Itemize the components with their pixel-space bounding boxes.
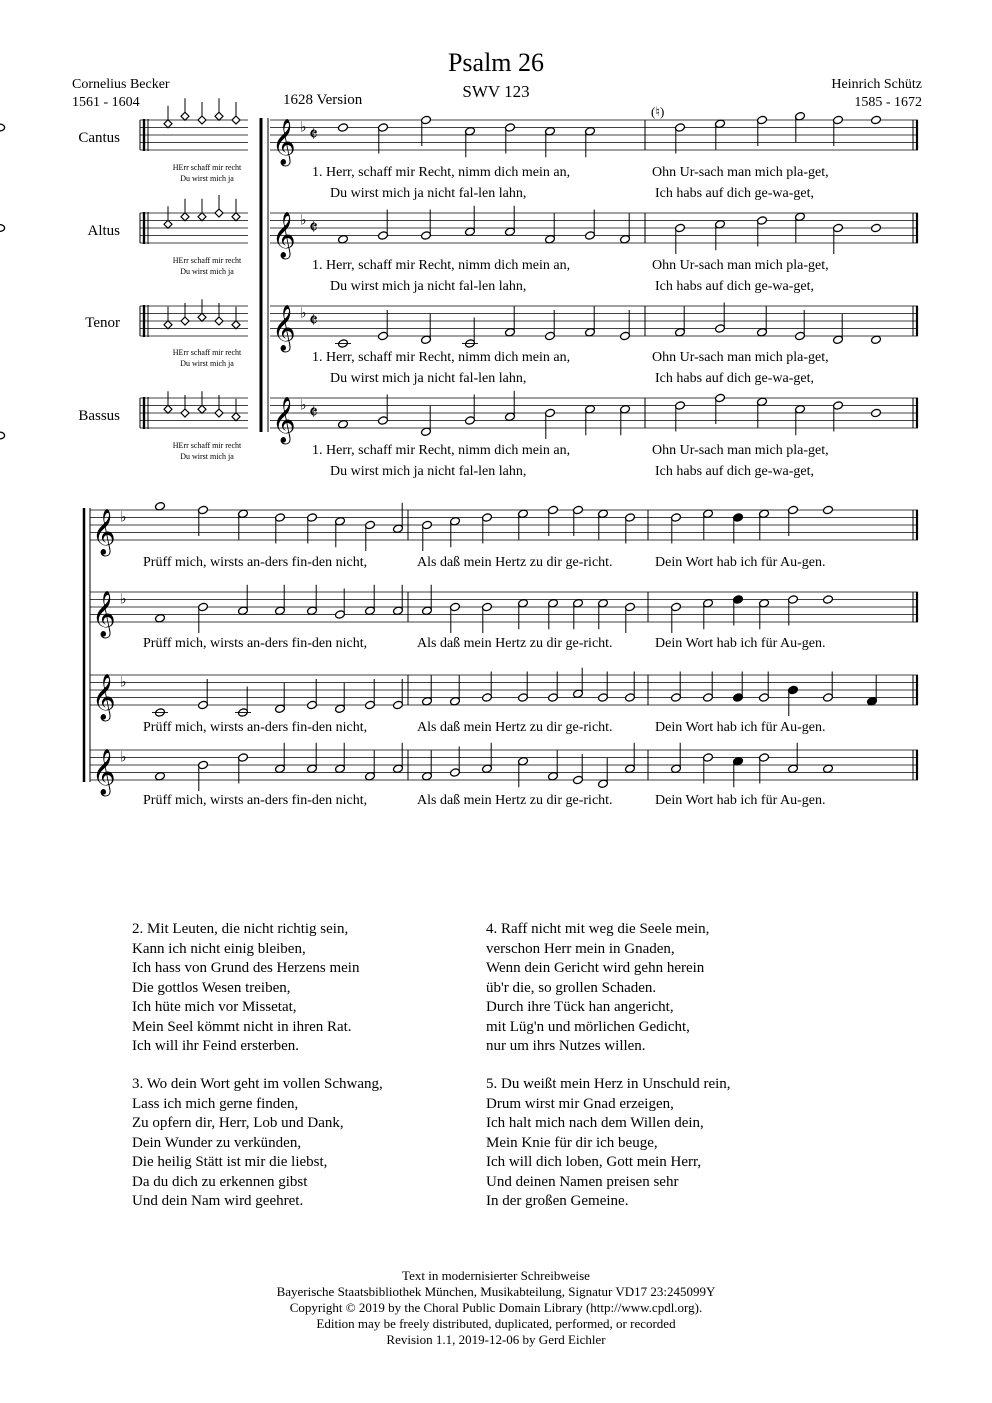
mensural-note-icon [215, 409, 223, 417]
lyric-s1-cantus-line2-m2: Ich habs auf dich ge-wa-get, [655, 186, 814, 201]
treble-clef-icon: 𝄞 [272, 212, 296, 257]
mensural-note-icon [198, 213, 206, 221]
flat-icon: ♭ [120, 510, 127, 526]
voice-name-cantus: Cantus [78, 130, 120, 146]
incipit-lyric-bassus: HErr schaff mir recht Du wirst mich ja [172, 441, 242, 461]
flat-icon: ♭ [120, 592, 127, 608]
poet-name: Cornelius Becker [72, 77, 170, 92]
note [155, 771, 166, 781]
poet-dates: 1561 - 1604 [72, 95, 140, 110]
voice-name-bassus: Bassus [78, 408, 120, 424]
mensural-note-icon [181, 213, 189, 221]
note [338, 123, 349, 133]
piece-title: Psalm 26 [447, 48, 545, 77]
lyric-s1-bassus-line2-m2: Ich habs auf dich ge-wa-get, [655, 464, 814, 479]
note [871, 335, 882, 345]
footer-revision: Revision 1.1, 2019-12-06 by Gerd Eichler [386, 1332, 606, 1347]
stanza-4: 4. Raff nicht mit weg die Seele mein, verschon Herr mein in Gnaden, Wenn dein Gericht wird gehn herein üb'r die, so grollen Schaden. Durch ihre Tück han angericht, mit Lüg'n und mörlichen Gedicht, nur um ihrs Nutzes willen. [486, 921, 710, 1054]
incipit-lyric-cantus: HErr schaff mir recht Du wirst mich ja [172, 163, 242, 183]
footer-text-note: Text in modernisierter Schreibweise [402, 1268, 590, 1283]
voice-name-tenor: Tenor [85, 315, 120, 331]
note [338, 419, 349, 429]
note [823, 595, 834, 605]
footer-copyright: Copyright © 2019 by the Choral Public Domain Library (http://www.cpdl.org). [289, 1300, 703, 1315]
note [155, 613, 166, 623]
flat-icon: ♭ [300, 120, 307, 136]
footer-license: Edition may be freely distributed, duplicated, performed, or recorded [316, 1316, 676, 1331]
mensural-note-icon [164, 405, 172, 413]
composer-dates: 1585 - 1672 [854, 95, 922, 110]
lyric-s1-altus-line1-m2: Ohn Ur-sach man mich pla-get, [652, 258, 829, 273]
lyric-s1-tenor-line1-m2: Ohn Ur-sach man mich pla-get, [652, 350, 829, 365]
flat-icon: ♭ [300, 213, 307, 229]
mensural-note-icon [215, 209, 223, 217]
lyric-s1-bassus-line1-m1: 1. Herr, schaff mir Recht, nimm dich mein an, [312, 443, 571, 458]
note [155, 501, 166, 511]
lyric-s2-cantus-m3: Dein Wort hab ich für Au-gen. [655, 555, 826, 570]
note [871, 223, 882, 233]
cut-time-icon: 𝄵 [309, 124, 318, 146]
flat-icon: ♭ [120, 675, 127, 691]
composer-name: Heinrich Schütz [831, 77, 922, 92]
lyric-s2-cantus-m1: Prüff mich, wirsts an-ders fin-den nicht, [143, 555, 368, 570]
mensural-note-icon [198, 313, 206, 321]
footer-notes [0, 1268, 992, 1348]
lyric-s2-altus-m3: Dein Wort hab ich für Au-gen. [655, 636, 826, 651]
lyric-s2-altus-m2: Als daß mein Hertz zu dir ge-richt. [417, 636, 613, 651]
lyric-s1-altus-line2-m1: Du wirst mich ja nicht fal-len lahn, [330, 279, 527, 294]
lyric-s2-tenor-m2: Als daß mein Hertz zu dir ge-richt. [417, 720, 613, 735]
footer-source: Bayerische Staatsbibliothek München, Musikabteilung, Signatur VD17 23:245099Y [276, 1284, 716, 1299]
cut-time-icon: 𝄵 [309, 217, 318, 239]
flat-icon: ♭ [120, 750, 127, 766]
mensural-note-icon [215, 112, 223, 120]
voice-name-altus: Altus [87, 223, 120, 239]
lyric-s2-cantus-m2: Als daß mein Hertz zu dir ge-richt. [417, 555, 613, 570]
lyric-s2-bassus-m3: Dein Wort hab ich für Au-gen. [655, 793, 826, 808]
treble-clef-icon: 𝄞 [92, 509, 116, 554]
lyric-s2-tenor-m3: Dein Wort hab ich für Au-gen. [655, 720, 826, 735]
treble-clef-icon: 𝄞 [272, 305, 296, 350]
lyric-s1-cantus-line1-m1: 1. Herr, schaff mir Recht, nimm dich mein an, [312, 165, 571, 180]
note [871, 408, 882, 418]
version-label: 1628 Version [283, 92, 363, 108]
stanza-5: 5. Du weißt mein Herz in Unschuld rein, Drum wirst mir Gnad erzeigen, Ich halt mich nach dem Willen dein, Mein Knie für dir ich beuge, Ich will dich loben, Gott mein Herr, Und deinen Namen preisen sehr In der großen Gemeine. [486, 1076, 731, 1209]
catalog-number: SWV 123 [462, 82, 530, 101]
treble-clef-icon: 𝄞 [272, 397, 296, 442]
mensural-note-icon [232, 116, 240, 124]
treble-clef-icon: 𝄞 [92, 749, 116, 794]
mensural-note-icon [232, 413, 240, 421]
incipit-lyric-altus: HErr schaff mir recht Du wirst mich ja [172, 256, 242, 276]
mensural-note-icon [181, 112, 189, 120]
lyric-s1-bassus-line1-m2: Ohn Ur-sach man mich pla-get, [652, 443, 829, 458]
note [0, 225, 5, 232]
lyric-s1-tenor-line2-m2: Ich habs auf dich ge-wa-get, [655, 371, 814, 386]
treble-clef-icon: 𝄞 [272, 119, 296, 164]
mensural-note-icon [181, 409, 189, 417]
lyric-s1-tenor-line2-m1: Du wirst mich ja nicht fal-len lahn, [330, 371, 527, 386]
note [871, 115, 882, 125]
flat-icon: ♭ [300, 306, 307, 322]
stanza-3: 3. Wo dein Wort geht im vollen Schwang, Lass ich mich gerne finden, Zu opfern dir, Herr, Lob und Dank, Dein Wunder zu verkünden, Die heilig Stätt ist mir die liebst, Da du dich zu erkennen gibst Und dein Nam wird geehret. [132, 1076, 383, 1209]
cut-time-icon: 𝄵 [309, 310, 318, 332]
mensural-note-icon [181, 317, 189, 325]
treble-clef-icon: 𝄞 [92, 591, 116, 636]
mensural-note-icon [215, 317, 223, 325]
mensural-note-icon [198, 116, 206, 124]
lyric-s2-altus-m1: Prüff mich, wirsts an-ders fin-den nicht, [143, 636, 368, 651]
mensural-note-icon [198, 405, 206, 413]
mensural-note-icon [164, 321, 172, 329]
lyric-s1-bassus-line2-m1: Du wirst mich ja nicht fal-len lahn, [330, 464, 527, 479]
lyric-s1-cantus-line1-m2: Ohn Ur-sach man mich pla-get, [652, 165, 829, 180]
lyric-s2-tenor-m1: Prüff mich, wirsts an-ders fin-den nicht, [143, 720, 368, 735]
editorial-natural-sign: (♮) [651, 104, 665, 119]
note [823, 505, 834, 515]
mensural-note-icon [232, 321, 240, 329]
lyric-s2-bassus-m2: Als daß mein Hertz zu dir ge-richt. [417, 793, 613, 808]
lyric-s1-altus-line1-m1: 1. Herr, schaff mir Recht, nimm dich mein an, [312, 258, 571, 273]
note [823, 764, 834, 774]
treble-clef-icon: 𝄞 [92, 674, 116, 719]
lyric-s2-bassus-m1: Prüff mich, wirsts an-ders fin-den nicht, [143, 793, 368, 808]
note [338, 234, 349, 244]
flat-icon: ♭ [300, 398, 307, 414]
incipit-lyric-tenor: HErr schaff mir recht Du wirst mich ja [172, 348, 242, 368]
lyric-s1-cantus-line2-m1: Du wirst mich ja nicht fal-len lahn, [330, 186, 527, 201]
note [0, 124, 5, 131]
mensural-note-icon [164, 220, 172, 228]
note [0, 432, 5, 439]
stanza-2: 2. Mit Leuten, die nicht richtig sein, Kann ich nicht einig bleiben, Ich hass von Grund des Herzens mein Die gottlos Wesen treiben, Ich hüte mich vor Missetat, Mein Seel kömmt nicht in ihren Rat. Ich will ihr Feind ersterben. [132, 921, 360, 1054]
mensural-note-icon [232, 213, 240, 221]
lyric-s1-altus-line2-m2: Ich habs auf dich ge-wa-get, [655, 279, 814, 294]
mensural-note-icon [164, 120, 172, 128]
lyric-s1-tenor-line1-m1: 1. Herr, schaff mir Recht, nimm dich mein an, [312, 350, 571, 365]
cut-time-icon: 𝄵 [309, 402, 318, 424]
